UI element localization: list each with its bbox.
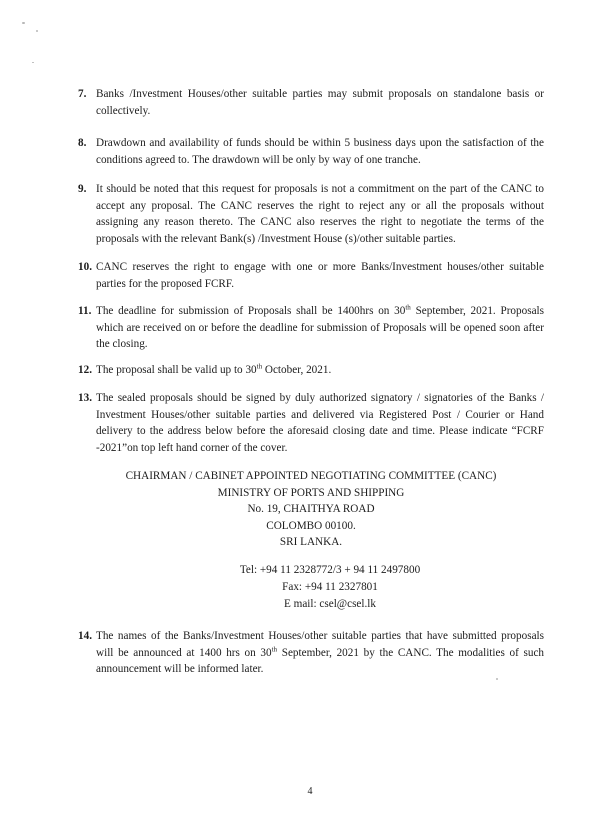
clause-text-part: The proposal shall be valid up to 30	[96, 364, 257, 376]
ordinal-suffix: th	[256, 362, 263, 371]
address-line: COLOMBO 00100.	[266, 519, 356, 532]
scan-speck	[22, 22, 25, 24]
clause-8	[78, 135, 544, 168]
address-line: CHAIRMAN / CABINET APPOINTED NEGOTIATING COMMITTEE (CANC)	[125, 470, 497, 482]
clause-text-part: The names of the Banks/Investment Houses/other suitable parties that have submitted proposals will be announced at 1400 hrs on 30	[96, 630, 544, 659]
address-line: MINISTRY OF PORTS AND SHIPPING	[217, 486, 405, 499]
email: E mail: csel@csel.lk	[283, 598, 376, 610]
ordinal-suffix: th	[271, 644, 278, 653]
telephone: Tel: +94 11 2328772/3 + 94 11 2497800	[239, 564, 421, 576]
clause-text: Banks /Investment Houses/other suitable parties may submit proposals on standalone basis or collectively.	[96, 88, 544, 117]
clause-text: Drawdown and availability of funds should be within 5 business days upon the satisfaction of the conditions agreed to. The drawdown will be only by way of one tranche.	[96, 137, 544, 166]
clause-number: 11.	[78, 305, 92, 317]
clause-text	[96, 628, 544, 678]
clause-text-part: The deadline for submission of Proposals shall be 1400hrs on 30	[96, 305, 406, 317]
scan-speck	[496, 678, 498, 680]
address-line: SRI LANKA.	[279, 536, 343, 549]
clause-text-part: September, 2021. Proposals which are received on or before the deadline for submission of Proposals will be opened soon after the closing.	[96, 305, 544, 351]
clause-number: 7.	[78, 88, 87, 100]
contact-block	[200, 562, 460, 613]
scan-speck	[36, 30, 38, 32]
clause-number: 13.	[78, 392, 92, 404]
clause-number: 10.	[78, 261, 92, 273]
clause-text: It should be noted that this request for proposals is not a commitment on the part of the CANC to accept any proposal. The CANC reserves the right to reject any or all the proposals without assigning any reason thereto. The CANC also reserves the right to negotiate the terms of the proposals with the relevant Bank(s) /Investment House (s)/other suitable parties.	[96, 183, 544, 245]
clause-text: The sealed proposals should be signed by duly authorized signatory / signatories of the Banks / Investment Houses/other suitable parties and delivered via Registered Post / Courier or Hand delivery to the address below before the aforesaid closing date and time. Please indicate “FCRF -2021”on top left hand corner of the cover.	[96, 392, 544, 454]
clause-7	[78, 86, 544, 119]
clause-14	[78, 628, 544, 678]
clause-13	[78, 390, 544, 456]
clause-text-part: October, 2021.	[262, 364, 332, 376]
clause-9	[78, 181, 544, 247]
ordinal-suffix: th	[405, 303, 411, 312]
clause-11	[78, 303, 544, 353]
clause-text	[96, 362, 544, 379]
clause-text-part: September, 2021 by the CANC. The modalities of such announcement will be informed later.	[96, 646, 544, 676]
clause-number: 12.	[78, 364, 92, 376]
clause-number: 9.	[78, 183, 87, 195]
scan-speck	[32, 62, 34, 63]
address-line: No. 19, CHAITHYA ROAD	[247, 503, 375, 516]
address-block	[78, 468, 544, 551]
clause-number: 14.	[78, 630, 92, 642]
clause-10	[78, 259, 544, 292]
page-number: 4	[307, 786, 313, 797]
fax: Fax: +94 11 2327801	[282, 581, 378, 593]
clause-number: 8.	[78, 137, 87, 149]
clause-12	[78, 362, 544, 379]
clause-text: CANC reserves the right to engage with one or more Banks/Investment houses/other suitable parties for the proposed FCRF.	[96, 261, 544, 290]
clause-text	[96, 303, 544, 353]
